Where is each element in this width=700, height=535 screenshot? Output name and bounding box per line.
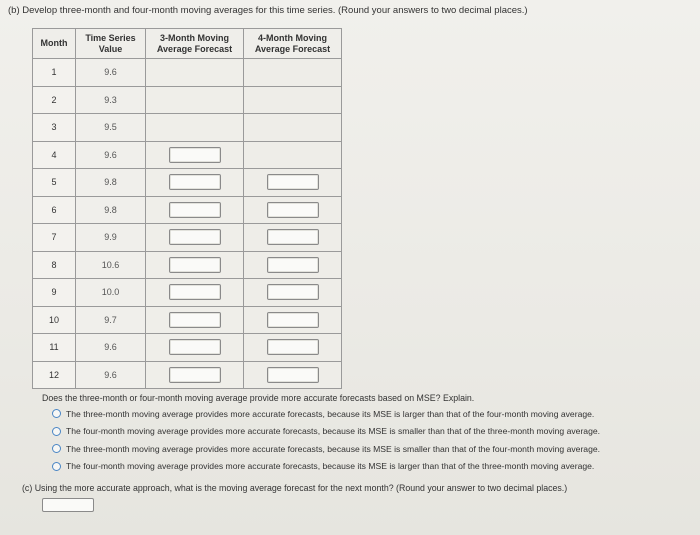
four-month-forecast-input[interactable]	[267, 312, 319, 328]
option-label: The three-month moving average provides more accurate forecasts, because its MSE is larger than that of the four-month moving average.	[66, 408, 595, 419]
four-month-forecast-cell	[244, 59, 342, 87]
mse-option-1[interactable]	[52, 405, 600, 423]
three-month-forecast-input[interactable]	[169, 339, 221, 355]
mse-question-prompt: Does the three-month or four-month moving average provide more accurate forecasts based on MSE? Explain.	[42, 393, 475, 403]
time-series-value-cell: 9.3	[76, 86, 146, 114]
mse-option-4[interactable]	[52, 458, 600, 476]
four-month-forecast-input[interactable]	[267, 174, 319, 190]
next-month-forecast-input[interactable]	[42, 498, 94, 512]
month-cell: 5	[33, 169, 76, 197]
option-label: The four-month moving average provides more accurate forecasts, because its MSE is larger than that of the three-month moving average.	[66, 461, 595, 472]
three-month-forecast-input[interactable]	[169, 229, 221, 245]
three-month-forecast-input[interactable]	[169, 147, 221, 163]
time-series-value-cell: 10.6	[76, 251, 146, 279]
three-month-forecast-cell	[146, 334, 244, 362]
four-month-forecast-input[interactable]	[267, 229, 319, 245]
header-4-month-forecast: 4-Month Moving Average Forecast	[244, 29, 342, 59]
time-series-value-cell: 9.8	[76, 196, 146, 224]
three-month-forecast-cell	[146, 251, 244, 279]
month-cell: 4	[33, 141, 76, 169]
four-month-forecast-cell	[244, 334, 342, 362]
month-cell: 3	[33, 114, 76, 142]
three-month-forecast-input[interactable]	[169, 174, 221, 190]
four-month-forecast-cell	[244, 141, 342, 169]
month-cell: 7	[33, 224, 76, 252]
part-c-prompt: (c) Using the more accurate approach, what is the moving average forecast for the next month? (Round your answer to two decimal places.)	[22, 483, 568, 493]
month-cell: 11	[33, 334, 76, 362]
moving-average-table	[32, 28, 342, 389]
radio-button-icon[interactable]	[52, 444, 61, 453]
three-month-forecast-input[interactable]	[169, 284, 221, 300]
table-row	[33, 169, 342, 197]
table-row	[33, 306, 342, 334]
three-month-forecast-cell	[146, 86, 244, 114]
header-time-series-value: Time Series Value	[76, 29, 146, 59]
table-header-row	[33, 29, 342, 59]
header-3-month-forecast: 3-Month Moving Average Forecast	[146, 29, 244, 59]
table-row	[33, 141, 342, 169]
three-month-forecast-cell	[146, 169, 244, 197]
option-label: The four-month moving average provides more accurate forecasts, because its MSE is smaller than that of the three-month moving average.	[66, 426, 601, 437]
table-row	[33, 279, 342, 307]
mse-option-3[interactable]	[52, 440, 600, 458]
four-month-forecast-input[interactable]	[267, 202, 319, 218]
time-series-value-cell: 9.6	[76, 334, 146, 362]
time-series-value-cell: 9.6	[76, 361, 146, 389]
three-month-forecast-cell	[146, 361, 244, 389]
table-row	[33, 224, 342, 252]
mse-option-2[interactable]	[52, 423, 600, 441]
four-month-forecast-cell	[244, 224, 342, 252]
table-row	[33, 334, 342, 362]
three-month-forecast-input[interactable]	[169, 312, 221, 328]
four-month-forecast-input[interactable]	[267, 367, 319, 383]
radio-button-icon[interactable]	[52, 409, 61, 418]
three-month-forecast-cell	[146, 141, 244, 169]
three-month-forecast-cell	[146, 224, 244, 252]
option-label: The three-month moving average provides more accurate forecasts, because its MSE is smaller than that of the four-month moving average.	[66, 443, 601, 454]
time-series-value-cell: 9.6	[76, 59, 146, 87]
four-month-forecast-input[interactable]	[267, 284, 319, 300]
four-month-forecast-input[interactable]	[267, 339, 319, 355]
month-cell: 6	[33, 196, 76, 224]
four-month-forecast-cell	[244, 196, 342, 224]
radio-button-icon[interactable]	[52, 427, 61, 436]
mse-answer-options	[52, 405, 600, 475]
table-row	[33, 196, 342, 224]
three-month-forecast-cell	[146, 196, 244, 224]
month-cell: 12	[33, 361, 76, 389]
time-series-value-cell: 9.9	[76, 224, 146, 252]
three-month-forecast-input[interactable]	[169, 367, 221, 383]
four-month-forecast-cell	[244, 86, 342, 114]
time-series-value-cell: 10.0	[76, 279, 146, 307]
month-cell: 10	[33, 306, 76, 334]
four-month-forecast-input[interactable]	[267, 257, 319, 273]
table-row	[33, 59, 342, 87]
four-month-forecast-cell	[244, 279, 342, 307]
three-month-forecast-cell	[146, 306, 244, 334]
three-month-forecast-input[interactable]	[169, 202, 221, 218]
three-month-forecast-cell	[146, 279, 244, 307]
four-month-forecast-cell	[244, 114, 342, 142]
time-series-value-cell: 9.5	[76, 114, 146, 142]
four-month-forecast-cell	[244, 306, 342, 334]
part-b-prompt: (b) Develop three-month and four-month moving averages for this time series. (Round your answers to two decimal places.)	[8, 5, 528, 16]
three-month-forecast-input[interactable]	[169, 257, 221, 273]
four-month-forecast-cell	[244, 251, 342, 279]
radio-button-icon[interactable]	[52, 462, 61, 471]
month-cell: 8	[33, 251, 76, 279]
three-month-forecast-cell	[146, 114, 244, 142]
table-row	[33, 86, 342, 114]
time-series-value-cell: 9.7	[76, 306, 146, 334]
four-month-forecast-cell	[244, 361, 342, 389]
time-series-value-cell: 9.6	[76, 141, 146, 169]
time-series-value-cell: 9.8	[76, 169, 146, 197]
header-month: Month	[33, 29, 76, 59]
table-row	[33, 251, 342, 279]
three-month-forecast-cell	[146, 59, 244, 87]
table-row	[33, 114, 342, 142]
table-row	[33, 361, 342, 389]
four-month-forecast-cell	[244, 169, 342, 197]
month-cell: 2	[33, 86, 76, 114]
month-cell: 1	[33, 59, 76, 87]
month-cell: 9	[33, 279, 76, 307]
